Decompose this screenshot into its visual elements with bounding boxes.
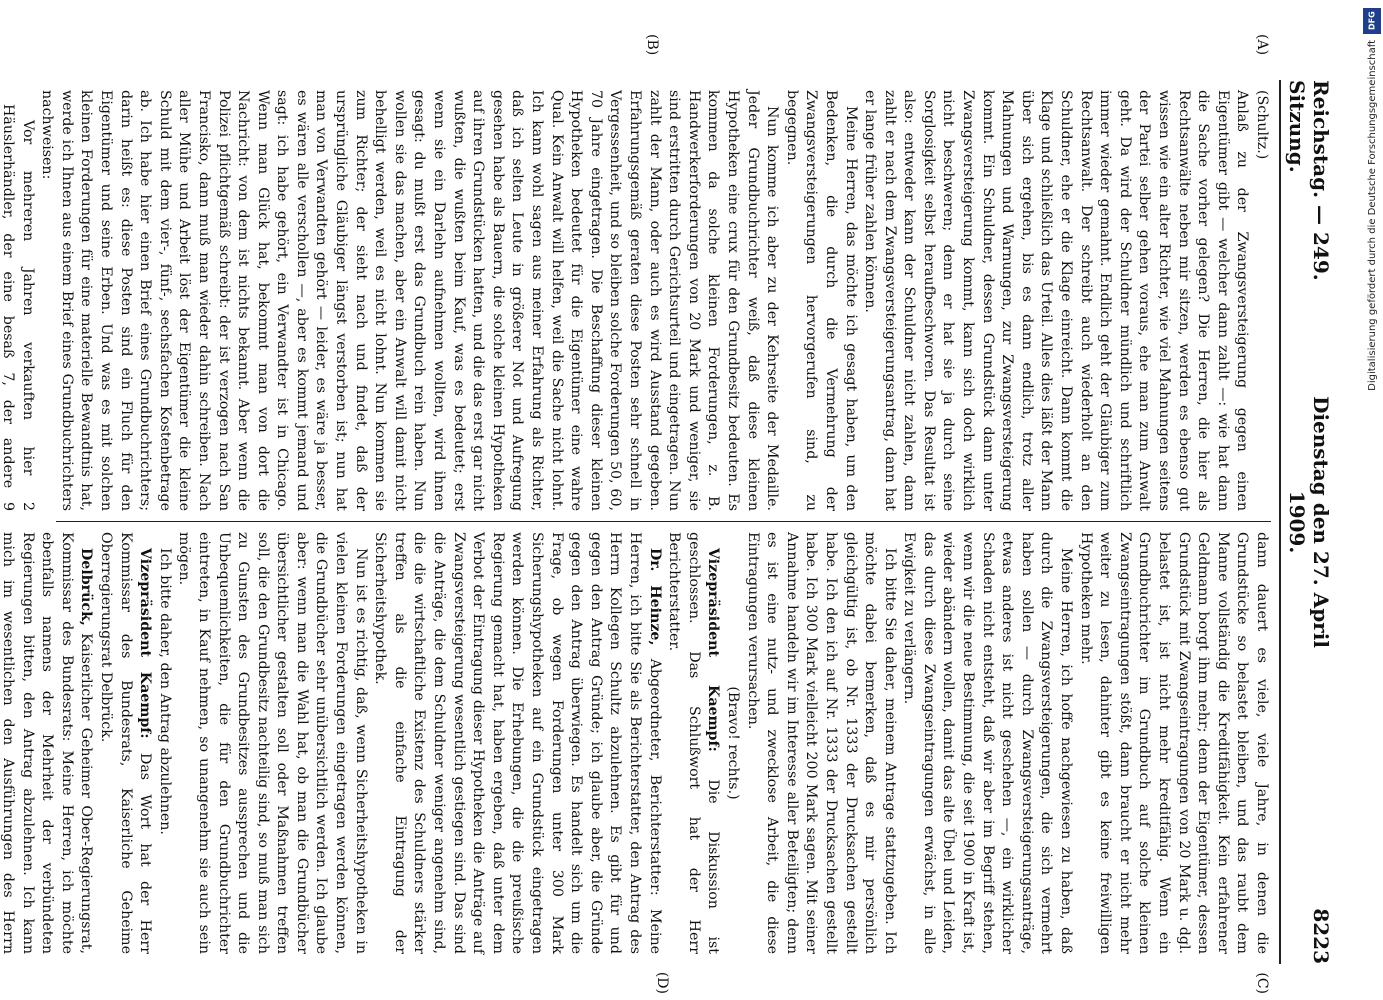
header-date: Dienstag den 27. April 1909.	[1285, 396, 1333, 648]
speaker-label: (Schultz.)	[1254, 90, 1270, 160]
paragraph: Ich bitte daher, den Antrag abzulehnen.	[156, 548, 173, 835]
dfg-logo: DFG	[1363, 8, 1381, 34]
applause-note: (Bravo! rechts.)	[724, 686, 741, 800]
speech-entry	[664, 532, 723, 954]
paragraph: dann dauert es viele, viele Jahre, in denen die Grundstücke so belastet bleiben, und das raubt dem Manne vollständig die Kreditfähigkeit. Kein erfahrener Geldmann borgt ihm mehr; denn der Eigentümer, dessen Grundstück mit Zwangseintragungen von 20 Mark u. dgl. belastet ist, ist nicht mehr kreditfähig. Wenn ein Grundbuchrichter im Grundbuch auf solche kleinen Zwangseintragungen stößt, dann braucht er nicht mehr weiter zu lesen, dahinter gibt es keine freiwilligen Hypotheken mehr.	[1077, 532, 1270, 954]
margin-letter-a: (A)	[1254, 34, 1270, 56]
page-header	[1279, 80, 1333, 964]
speech-entry	[0, 532, 95, 954]
speech-entry	[95, 532, 154, 954]
paragraph: Nun ist es richtig, daß, wenn Sicherheitshypotheken in vielen kleinen Forderungen eingetragen werden können, die Grundbücher sehr unübersichtlich werden. Ich glaube aber: wenn man die Wahl hat, ob man die Grundbücher übersichtlicher gestalten soll oder Maßnahmen treffen soll, die den Grundbesitz nachteilig sind, so muß man sich zu Gunsten des Grundbesitzes aussprechen und die Unbequemlichkeiten, die für den Grundbuchrichter eintreten, in Kauf nehmen, so unangenehm sie auch sein mögen.	[176, 532, 369, 954]
margin-letter-d: (D)	[654, 971, 670, 994]
left-column	[0, 34, 1271, 522]
paragraph: Nun komme ich aber zu der Kehrseite der Medaille. Jeder Grundbuchrichter weiß, daß diese kleinen Hypotheken eine crux für den Grundbesitz bedeuten. Es kommen da solche kleinen Forderungen, z. B. Handwerkerforderungen von 20 Mark und weniger, sie sind erstritten durch Gerichtsurteil und eingetragen. Nun zahlt der Mann, oder auch es wird Ausstand gegeben. Erfahrungsgemäß geraten diese Posten sehr schnell in Vergessenheit, und so bleiben solche Forderungen 50, 60, 70 Jahre eingetragen. Die Beschaffung dieser kleinen Hypotheken bedeutet für die Eigentümer eine wahre Qual. Kein Anwalt will helfen, weil die Sache nicht lohnt. Ich kann wohl sagen aus meiner Erfahrung als Richter, daß ich selten Leute in größerer Not und Aufregung gesehen habe als Bauern, die solche kleinen Hypotheken auf ihren Grundstücken hatten, und die das erst gar nicht wußten, die wußten beim Kauf, was es bedeutet; erst wenn sie ein Darlehn aufnehmen wollten, wird ihnen gesagt: du mußt erst das Grundbuch rein haben. Nun wollen sie das machen, aber ein Anwalt will damit nicht behelligt werden, weil es nicht lohnt. Nun kommen sie zum Richter; der sieht nach und findet, daß der ursprüngliche Gläubiger längst verstorben ist; nun hat man von Verwandten gehört — leider, es wäre ja besser, es wären alle verschollen —, aber es kommt jemand und sagt: ich habe gehört, ein Verwandter ist in Chicago. Wenn man Glück hat, bekommt man von dort die Nachricht: von dem ist nichts bekannt. Aber wenn die Polizei pflichtgemäß schreibt: der ist verzogen nach San Francisko, dann muß man wieder dahin schreiben. Nach aller Mühe und Arbeit löst der Eigentümer die kleine Schuld mit dem vier-, fünf-, sechsfachen Kostenbetrage ab. Ich habe hier einen Brief eines Grundbuchrichters; darin heißt es: diese Posten sind ein Fluch für den Eigentümer und seine Erben. Und was es mit solchen kleinen Forderungen für eine materielle Bewandtnis hat, werde ich Ihnen aus einem Brief eines Grundbuchrichters nachweisen:	[39, 90, 781, 511]
speaker-name: Dr. Heinze,	[646, 548, 663, 646]
page-number: 8223	[1309, 908, 1333, 965]
speech-text: Abgeordneter, Berichterstatter: Meine Herren, ich bitte Sie als Berichterstatter, den Antrag des Herrn Kollegen Schultz abzulehnen. Es gibt für und gegen den Antrag Gründe; ich glaube aber, die Gründe gegen den Antrag überwiegen. Es handelt sich um die Frage, ob wegen Forderungen unter 300 Mark Sicherungshypotheken auf ein Grundstück eingetragen werden können. Die Erhebungen, die die preußische Regierung gemacht hat, haben ergeben, daß unter dem Verbot der Eintragung dieser Hypotheken die Anträge auf Zwangsversteigerung wesentlich gestiegen sind. Das sind die Anträge, die dem Schuldner weniger angenehm sind, die die wirtschaftliche Existenz des Schuldners stärker treffen als die einfache Eintragung der Sicherheitshypothek.	[372, 532, 663, 955]
paragraph: Ich bitte Sie daher, meinem Antrage stattzugeben. Ich möchte dabei bemerken, daß es mir persönlich gleichgültig ist, ob Nr. 1333 der Drucksachen gestellt habe. Ich den ich auf Nr. 1333 der Drucksachen gestellt habe. Ich 300 Mark vielleicht 200 Mark sagen. Mit seiner Annahme handeln wir im Interesse aller Beteiligten; denn es ist eine nutz- und zwecklose Arbeit, die diese Eintragungen verursachen.	[744, 532, 898, 954]
margin-letter-c: (C)	[1254, 972, 1270, 994]
credit-text: Digitalisierung gefördert durch die Deutsche Forschungsgemeinschaft	[1366, 40, 1378, 391]
digitization-credit	[1361, 8, 1383, 992]
speech-text: Kaiserlicher Geheimer Ober-Regierungsrat, Kommissar des Bundesrats: Meine Herren, ich möchte ebenfalls namens der Mehrheit der verbündeten Regierungen bitten, den Antrag abzulehnen. Ich kann mich im wesentlichen den Ausführungen des Herrn	[0, 532, 95, 954]
speaker-name: Vizepräsident Kaempf:	[137, 548, 154, 739]
text-columns	[0, 34, 1271, 994]
quoted-letter: Vor mehreren Jahren verkauften hier 2 Häuslerhändler, der eine besaß 7, der andere 9	[0, 104, 36, 511]
right-column	[0, 522, 1271, 994]
speech-text: Das Wort hat der Herr Kommissar des Bundesrats, Kaiserliche Geheime Oberregierungsrat Delbrück.	[97, 532, 154, 954]
margin-letter-b: (B)	[644, 34, 660, 56]
speech-text: Die Diskussion ist geschlossen. Das Schlußwort hat der Herr Berichterstatter.	[666, 532, 722, 954]
paragraph: Meine Herren, ich hoffe nachgewiesen zu haben, daß durch die Zwangsversteigerungen, die sich vermehrt haben sollen — durch Zwangsversteigerungsanträge, etwas anderes ist nicht geschehen —, ein wirklicher Schaden nicht entsteht, daß wir aber im Begriff stehen, wenn wir die neue Bestimmung, die seit 1900 in Kraft ist, wieder abändern wollen, damit das alte Übel und Leiden, das durch diese Zwangseintragungen erwächst, in alle Ewigkeit zu verlängern.	[901, 532, 1075, 954]
speech-entry	[370, 532, 664, 954]
paragraph: Meine Herren, das möchte ich gesagt haben, um den Bedenken, die durch die Vermehrung der Zwangsversteigerungen hervorgerufen sind, zu begegnen.	[783, 90, 859, 511]
speaker-name: Delbrück,	[78, 548, 95, 626]
speaker-name: Vizepräsident Kaempf:	[705, 548, 722, 752]
paragraph: Anlaß zu der Zwangsversteigerung gegen einen Eigentümer gibt — welcher dann zahlt —: wie hat dann die Sache vorher gelegen? Die Herren, die hier als Rechtsanwälte neben mir sitzen, werden es ebenso gut wissen wie ein alter Richter, wie viel Mahnungen seitens der Partei selber gehen voraus, ehe man zum Anwalt geht. Da wird der Schuldner mündlich und schriftlich immer wieder gemahnt. Endlich geht der Gläubiger zum Rechtsanwalt. Der schreibt auch wiederholt an den Schuldner, ehe er die Klage einreicht. Dann kommt die Klage und schließlich das Urteil. Alles dies läßt der Mann über sich ergehen, bis es dann endlich, trotz aller Mahnungen und Warnungen, zur Zwangsversteigerung kommt. Ein Schuldner, dessen Grundstück dann unter Zwangsversteigerung kommt, kann sich doch wirklich nicht beschweren; denn er hat sie ja durch seine Sorglosigkeit selbst heraufbeschworen. Das Resultat ist also: entweder kann der Schuldner nicht zahlen, dann zahlt er nach dem Zwangsversteigerungsantrag, dann hat er lange früher zahlen können.	[862, 90, 1251, 511]
header-session: Reichstag. — 249. Sitzung.	[1285, 80, 1333, 281]
